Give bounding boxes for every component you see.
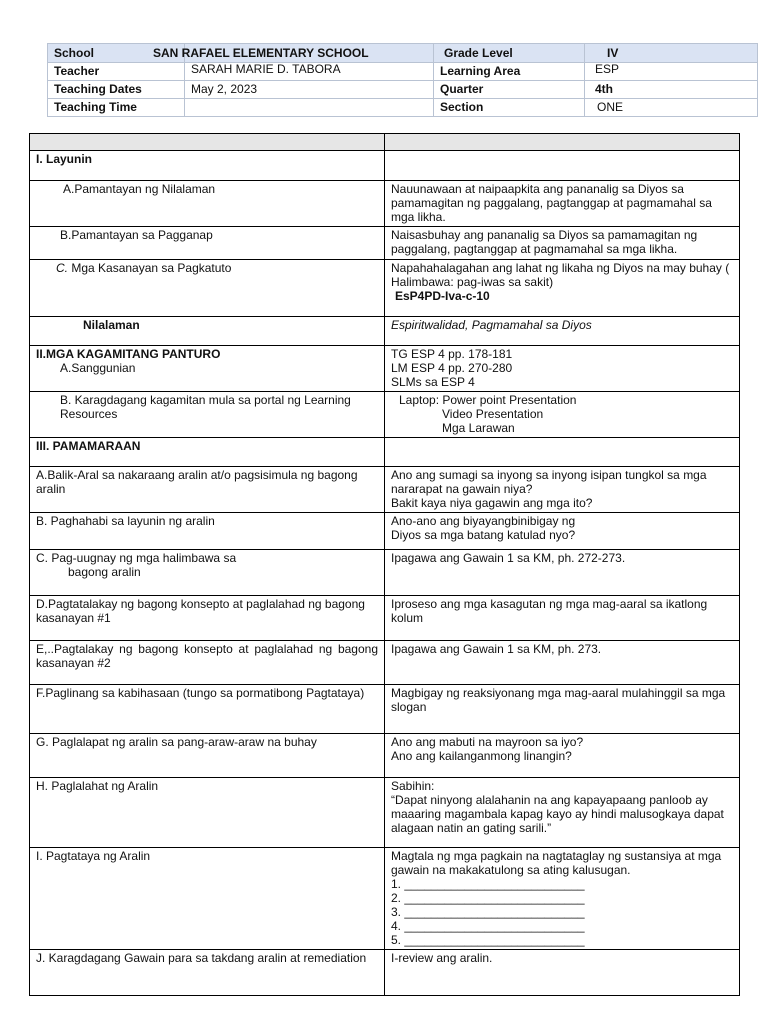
section-value: ONE — [585, 99, 758, 117]
paglalahat-value: Sabihin: “Dapat ninyong alalahanin na ang kapayapaang panloob ay maaaring magambala kapag kayo ay hindi malusogkaya dapat alagaan natin an gating sarili.” — [385, 778, 740, 848]
paglalahat-label: H. Paglalahat ng Aralin — [30, 778, 385, 848]
answer-line: 4. ___________________________ — [391, 919, 585, 933]
paglalapat-value: Ano ang mabuti na mayroon sa iyo? Ano ang kailanganmong linangin? — [385, 734, 740, 778]
header-row-time — [48, 99, 758, 117]
teacher-value: SARAH MARIE D. TABORA — [185, 63, 434, 81]
answer-line: 1. ___________________________ — [391, 877, 585, 891]
sanggunian-value: TG ESP 4 pp. 178-181 LM ESP 4 pp. 270-280 SLMs sa ESP 4 — [385, 346, 740, 392]
school-name: SAN RAFAEL ELEMENTARY SCHOOL — [153, 45, 369, 60]
row-paglalahat — [30, 778, 740, 848]
row-pag-uugnay — [30, 550, 740, 596]
row-karagdagang-kagamitan — [30, 392, 740, 438]
balik-aral-label: A.Balik-Aral sa nakaraang aralin at/o pagsisimula ng bagong aralin — [30, 467, 385, 513]
pamantayan-nilalaman-value: Nauunawaan at naipaapkita ang pananalig sa Diyos sa pamamagitan ng paggalang, pagtanggap at pagmamahal sa mga likha. — [385, 181, 740, 227]
pagtalakay-2-label: E,..Pagtalakay ng bagong konsepto at paglalahad ng bagong kasanayan #2 — [30, 641, 385, 685]
pamantayan-pagganap-value: Naisasbuhay ang pananalig sa Diyos sa pamamagitan ng paggalang, pagtanggap at pagmamahal sa mga likha. — [385, 227, 740, 260]
pagtatalakay-1-value: Iproseso ang mga kasagutan ng mga mag-aaral sa ikatlong kolum — [385, 596, 740, 641]
row-pagtatalakay-1 — [30, 596, 740, 641]
quarter-label: Quarter — [434, 81, 585, 99]
kagamitan-label: II.MGA KAGAMITANG PANTURO A.Sanggunian — [30, 346, 385, 392]
teaching-dates-value: May 2, 2023 — [185, 81, 434, 99]
learning-area-value: ESP — [585, 63, 758, 81]
karagdagang-kagamitan-value: Laptop: Power point Presentation Video Presentation Mga Larawan — [385, 392, 740, 438]
pagtalakay-2-value: Ipagawa ang Gawain 1 sa KM, ph. 273. — [385, 641, 740, 685]
paghahabi-value: Ano-ano ang biyayangbinibigay ng Diyos sa mga batang katulad nyo? — [385, 513, 740, 550]
learning-area-label: Learning Area — [434, 63, 585, 81]
row-karagdagang-gawain — [30, 950, 740, 996]
sanggunian-label: A.Sanggunian — [60, 361, 136, 375]
karagdagang-kagamitan-label: B. Karagdagang kagamitan mula sa portal ng Learning Resources — [30, 392, 385, 438]
grade-level-value: IV — [585, 44, 758, 63]
pamamaraan-heading: III. PAMAMARAAN — [30, 438, 385, 467]
header-row-teacher — [48, 63, 758, 81]
pag-uugnay-value: Ipagawa ang Gawain 1 sa KM, ph. 272-273. — [385, 550, 740, 596]
row-paghahabi — [30, 513, 740, 550]
answer-line: 5. ___________________________ — [391, 933, 585, 947]
teaching-time-value — [185, 99, 434, 117]
balik-aral-value: Ano ang sumagi sa inyong sa inyong isipan tungkol sa mga nararapat na gawain niya? Bakit kaya niya gagawin ang mga ito? — [385, 467, 740, 513]
header-row-dates — [48, 81, 758, 99]
row-pagtalakay-2 — [30, 641, 740, 685]
teacher-label: Teacher — [48, 63, 185, 81]
school-value — [153, 44, 434, 63]
row-balik-aral — [30, 467, 740, 513]
row-paglalapat — [30, 734, 740, 778]
row-pamamaraan — [30, 438, 740, 467]
paglinang-label: F.Paglinang sa kabihasaan (tungo sa pormatibong Pagtataya) — [30, 685, 385, 734]
pagtataya-value: Magtala ng mga pagkain na nagtataglay ng sustansiya at mga gawain na makakatulong sa ating kalusugan. 1. ___________________________ 2. ___________________________ 3. ___________________________ 4. ___________________________ 5. ___________________________ — [385, 848, 740, 950]
pagtataya-label: I. Pagtataya ng Aralin — [30, 848, 385, 950]
row-pamantayan-pagganap — [30, 227, 740, 260]
quarter-value: 4th — [585, 81, 758, 99]
header-row-school — [48, 44, 758, 63]
pag-uugnay-label: C. Pag-uugnay ng mga halimbawa sa bagong aralin — [30, 550, 385, 596]
row-kasanayan — [30, 260, 740, 317]
school-label: School — [48, 44, 185, 63]
row-nilalaman — [30, 317, 740, 346]
row-kagamitan — [30, 346, 740, 392]
karagdagang-gawain-value: I-review ang aralin. — [385, 950, 740, 996]
paglinang-value: Magbigay ng reaksiyonang mga mag-aaral mulahinggil sa mga slogan — [385, 685, 740, 734]
lesson-plan-table — [29, 133, 740, 996]
pagtatalakay-1-label: D.Pagtatalakay ng bagong konsepto at paglalahad ng bagong kasanayan #1 — [30, 596, 385, 641]
nilalaman-value: Espiritwalidad, Pagmamahal sa Diyos — [385, 317, 740, 346]
paglalapat-label: G. Paglalapat ng aralin sa pang-araw-araw na buhay — [30, 734, 385, 778]
row-pamantayan-nilalaman — [30, 181, 740, 227]
row-paglinang — [30, 685, 740, 734]
pamantayan-nilalaman-label: A.Pamantayan ng Nilalaman — [30, 181, 385, 227]
kasanayan-value: Napahahalagahan ang lahat ng likaha ng Diyos na may buhay ( Halimbawa: pag-iwas sa sakit) EsP4PD-Iva-c-10 — [385, 260, 740, 317]
answer-line: 2. ___________________________ — [391, 891, 585, 905]
row-layunin — [30, 151, 740, 181]
competency-code: EsP4PD-Iva-c-10 — [395, 289, 490, 303]
layunin-heading: I. Layunin — [30, 151, 385, 181]
nilalaman-label: Nilalaman — [30, 317, 385, 346]
header-info-table — [47, 43, 758, 117]
paghahabi-label: B. Paghahabi sa layunin ng aralin — [30, 513, 385, 550]
karagdagang-gawain-label: J. Karagdagang Gawain para sa takdang aralin at remediation — [30, 950, 385, 996]
row-pagtataya — [30, 848, 740, 950]
column-header-row — [30, 134, 740, 151]
grade-level-label: Grade Level — [434, 44, 585, 63]
teaching-dates-label: Teaching Dates — [48, 81, 185, 99]
section-label: Section — [434, 99, 585, 117]
answer-line: 3. ___________________________ — [391, 905, 585, 919]
pamantayan-pagganap-label: B.Pamantayan sa Pagganap — [30, 227, 385, 260]
kasanayan-label: C. Mga Kasanayan sa Pagkatuto — [30, 260, 385, 317]
teaching-time-label: Teaching Time — [48, 99, 185, 117]
